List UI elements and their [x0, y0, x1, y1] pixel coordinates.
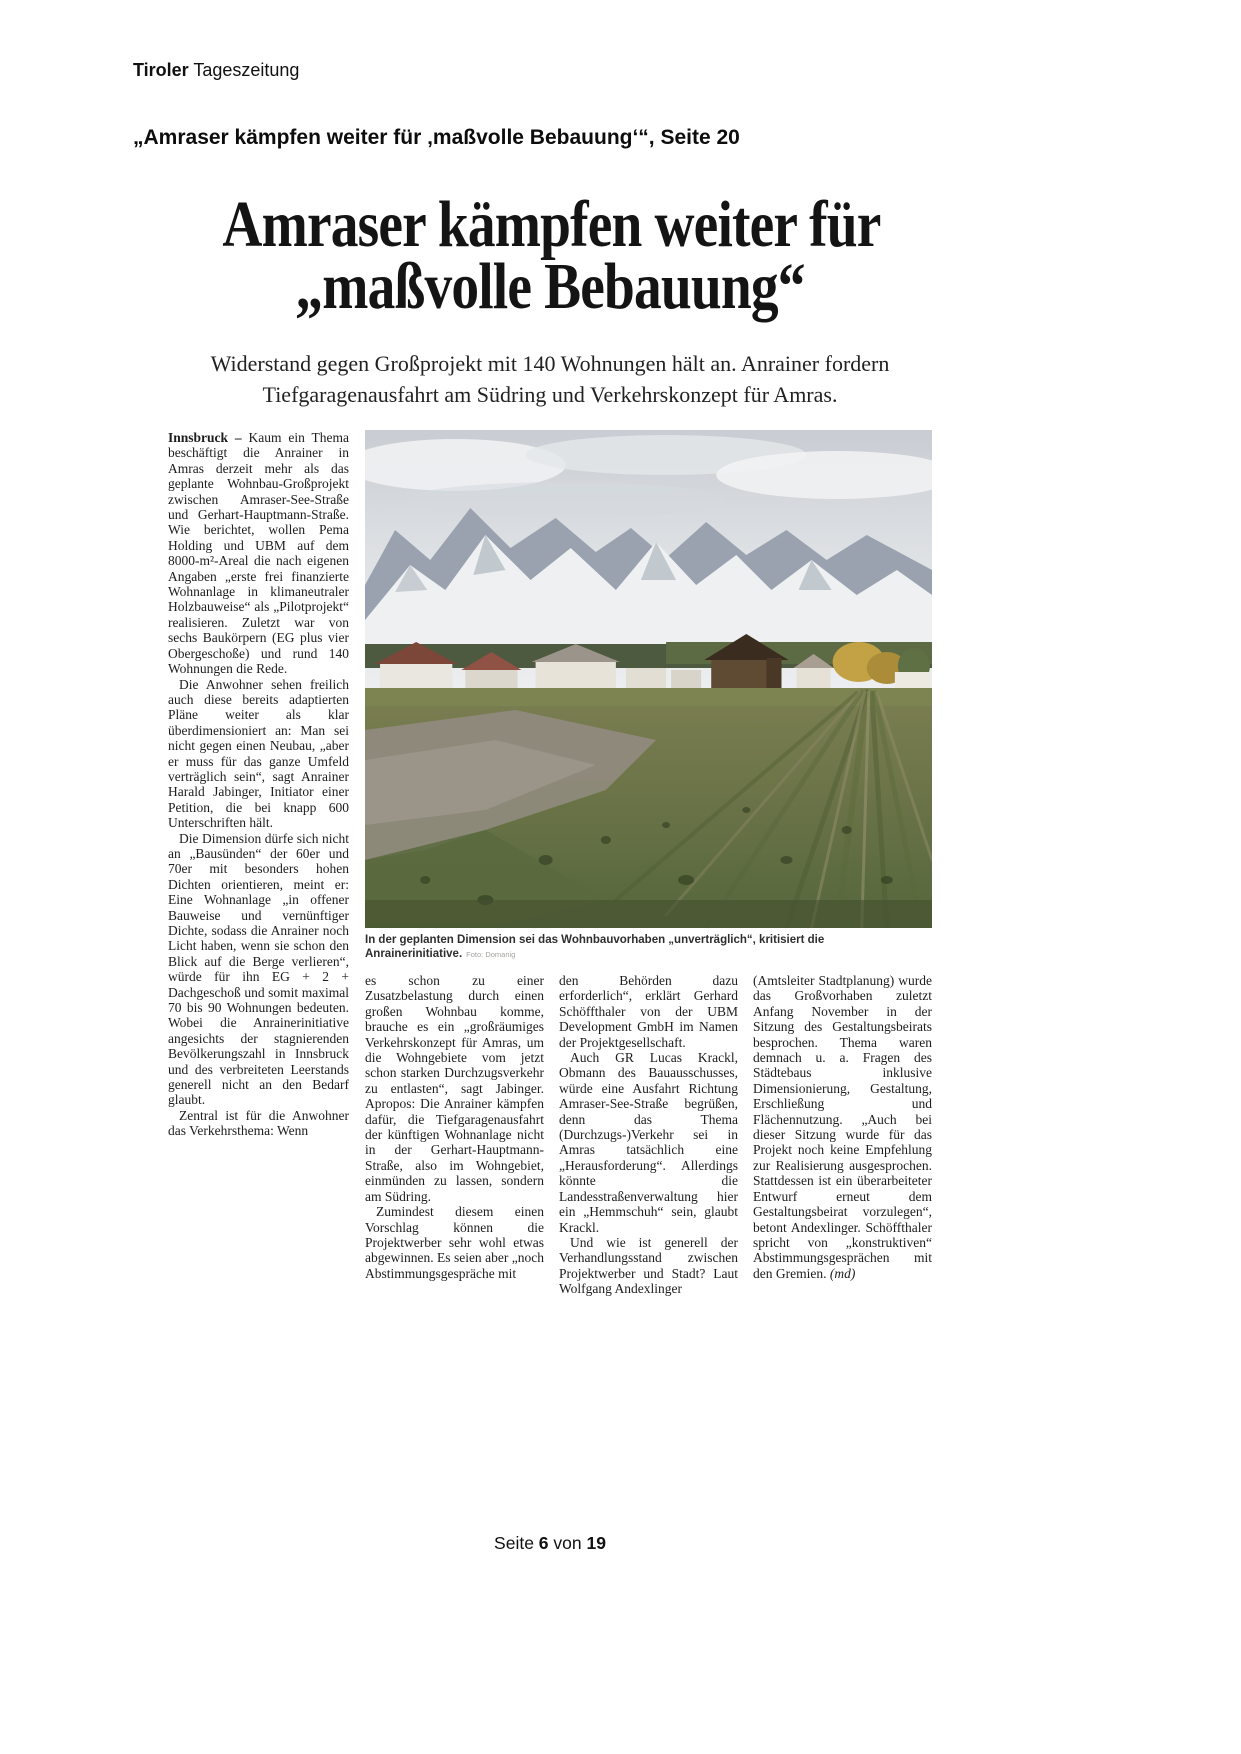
paragraph: Und wie ist generell der Verhandlungsstand zwischen Projektwerber und Stadt? Laut Wolfgang Andexlinger: [559, 1234, 738, 1297]
footer-total-pages: 19: [586, 1533, 606, 1553]
dateline: Innsbruck –: [168, 430, 249, 445]
lower-columns: [365, 973, 932, 1297]
article-headline: [160, 188, 940, 323]
paragraph: es schon zu einer Zusatzbelastung durch einen großen Wohnbau komme, brauche es ein „großräumiges Verkehrskonzept für Amras, um die Wohngebiete vom jetzt schon starken Durchzugsverkehr zu entlasten“, sagt Jabinger. Apropos: Die Anrainer kämpfen dafür, die Tiefgaragenausfahrt der künftigen Wohnanlage nicht in der Gerhart-Hauptmann-Straße, also im Wohngebiet, einmünden zu lassen, sondern am Südring.: [365, 973, 544, 1204]
headline-line-1: Amraser kämpfen weiter für: [222, 188, 881, 261]
newspaper-masthead: [133, 60, 299, 81]
footer-prefix: Seite: [494, 1533, 539, 1553]
photo-credit: Foto: Domanig: [466, 950, 516, 959]
article-column-4: [753, 973, 932, 1297]
author-signature: (md): [829, 1265, 856, 1281]
photo-caption: [365, 933, 932, 962]
paragraph: Die Dimension dürfe sich nicht an „Bausünden“ der 60er und 70er mit besonders hohen Dichten orientieren, meint er: Eine Wohnanlage „in offener Bauweise und vernünftiger Dichte, sodass die Anrainer noch Licht haben, wenn sie schon den Blick auf die Berge verlieren“, würde für ihn EG + 2 + Dachgeschoß und somit maximal 70 bis 90 Wohnungen bedeuten. Wobei die Anrainerinitiative angesichts der stagnierenden Bevölkerungszahl in Innsbruck und des verbreiteten Leerstands generell nicht an den Bedarf glaubt.: [168, 830, 349, 1108]
article-reference-heading: „Amraser kämpfen weiter für ‚maßvolle Bebauung‘“, Seite 20: [133, 126, 740, 149]
photo-caption-text: In der geplanten Dimension sei das Wohnbauvorhaben „unverträglich“, kritisiert die Anrainerinitiative.: [365, 934, 825, 960]
article-column-3: [559, 973, 738, 1297]
article-column-2: [365, 973, 544, 1297]
paragraph-text: Kaum ein Thema beschäftigt die Anrainer in Amras derzeit mehr als das geplante Wohnbau-Großprojekt zwischen Amraser-See-Straße und Gerhart-Hauptmann-Straße. Wie berichtet, wollen Pema Holding und UBM auf dem 8000-m²-Areal die nach eigenen Angaben „erste frei finanzierte Wohnanlage in klimaneutraler Holzbauweise“ als „Pilotprojekt“ realisieren. Zuletzt war von sechs Baukörpern (EG plus vier Obergeschoße) und rund 140 Wohnungen die Rede.: [168, 430, 349, 677]
page-footer: [160, 1533, 940, 1554]
paragraph-text: (Amtsleiter Stadtplanung) wurde das Großvorhaben zuletzt Anfang November in der Sitzung des Gestaltungsbeirats besprochen. Thema waren demnach u. a. Fragen des Städtebaus inklusive Dimensionierung, Gestaltung, Erschließung und Flächennutzung. „Auch bei dieser Sitzung wurde für das Projekt noch keine Empfehlung zur Realisierung ausgesprochen. Stattdessen ist ein überarbeiteter Entwurf erneut dem Gestaltungsbeirat vorzulegen“, betont Andexlinger. Schöffthaler spricht von „konstruktiven“ Abstimmungsgesprächen mit den Gremien.: [753, 973, 932, 1281]
headline-line-2: „maßvolle Bebauung“: [295, 250, 805, 323]
masthead-brand: Tiroler: [133, 60, 189, 80]
paragraph: [168, 430, 349, 677]
masthead-subtitle: Tageszeitung: [188, 60, 300, 80]
paragraph: den Behörden dazu erforderlich“, erklärt Gerhard Schöffthaler von der UBM Development GmbH im Namen der Projektgesellschaft.: [559, 973, 738, 1050]
footer-page-number: 6: [538, 1533, 549, 1553]
paragraph: Auch GR Lucas Krackl, Obmann des Bauausschusses, würde eine Ausfahrt Richtung Amraser-See-Straße begrüßen, denn das Thema (Durchzugs-)Verkehr sei in Amras tatsächlich eine „Herausforderung“. Allerdings könnte die Landesstraßenverwaltung hier ein „Hemmschuh“ sein, glaubt Krackl.: [559, 1050, 738, 1235]
article-body: [168, 430, 932, 1297]
footer-separator: von: [548, 1533, 587, 1553]
photo-and-columns: [365, 430, 932, 1297]
paragraph: Die Anwohner sehen freilich auch diese bereits adaptierten Pläne weiter als klar überdimensioniert an: Man sei nicht gegen einen Neubau, „aber er muss für das ganze Umfeld verträglich sein“, sagt Anrainer Harald Jabinger, Initiator einer Petition, die bei knapp 600 Unterschriften hält.: [168, 676, 349, 831]
paragraph: [753, 973, 932, 1281]
paragraph: Zumindest diesem einen Vorschlag können die Projektwerber sehr wohl etwas abgewinnen. Es seien aber „noch Abstimmungsgespräche mit: [365, 1204, 544, 1281]
paragraph: Zentral ist für die Anwohner das Verkehrsthema: Wenn: [168, 1107, 349, 1139]
article-column-1: [168, 430, 349, 1297]
article-photo: [365, 430, 932, 928]
article-subhead: Widerstand gegen Großprojekt mit 140 Wohnungen hält an. Anrainer fordern Tiefgaragenausfahrt am Südring und Verkehrskonzept für Amras.: [210, 351, 890, 407]
